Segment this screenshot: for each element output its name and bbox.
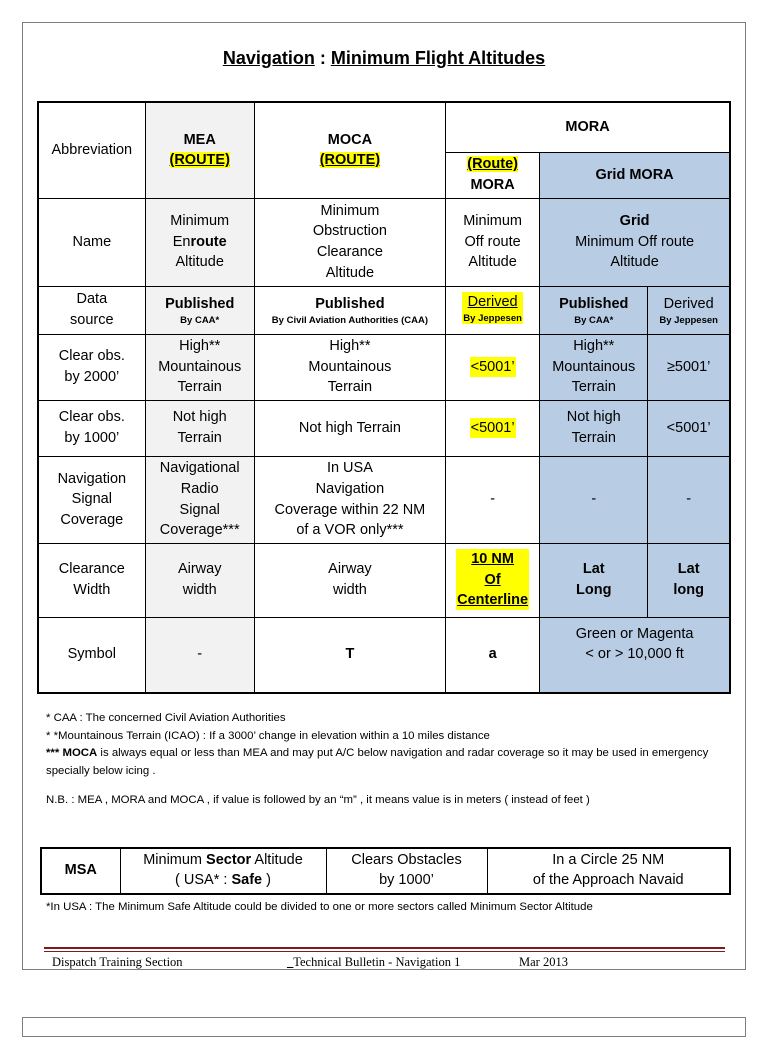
cell-grid-mora-name: Grid Minimum Off route Altitude [540,198,730,286]
msa-clears: Clears Obstacles by 1000’ [326,848,487,894]
header-abbreviation: Abbreviation [38,102,145,198]
row-label-nav-signal: Navigation Signal Coverage [38,456,145,543]
cell-moca-name: Minimum Obstruction Clearance Altitude [254,198,445,286]
cell-grid-a-data-source: Published By CAA* [540,286,648,334]
row-label-name: Name [38,198,145,286]
note-moca: *** MOCA is always equal or less than MEA and may put A/C below navigation and radar coverage so it may be used in emergency specially below icing . [46,747,709,777]
footer-middle: _Technical Bulletin - Navigation 1 [287,955,461,969]
msa-note: *In USA : The Minimum Safe Altitude could be divided to one or more sectors called Minimum Sector Altitude [46,901,593,913]
cell-moca-symbol: T [254,617,445,693]
header-mora: MORA [446,102,730,152]
cell-grid-a-clear-2000: High** Mountainous Terrain [540,334,648,400]
msa-name: Minimum Sector Altitude ( USA* : Safe ) [120,848,326,894]
cell-mea-symbol: - [145,617,254,693]
cell-route-mora-nav-signal: - [446,456,540,543]
cell-grid-b-clearance-width: Lat long [648,543,730,617]
cell-mea-nav-signal: Navigational Radio Signal Coverage*** [145,456,254,543]
note-caa: * CAA : The concerned Civil Aviation Authorities [46,712,286,724]
cell-grid-a-nav-signal: - [540,456,648,543]
row-label-data-source: Data source [38,286,145,334]
cell-route-mora-data-source: Derived By Jeppesen [446,286,540,334]
cell-grid-a-clear-1000: Not high Terrain [540,400,648,456]
cell-mea-name: Minimum Enroute Altitude [145,198,254,286]
note-mountainous: * *Mountainous Terrain (ICAO) : If a 3000’ change in elevation within a 10 miles distance [46,729,490,742]
footer-left: Dispatch Training Section [52,955,183,969]
msa-table [40,847,731,895]
cell-grid-a-clearance-width: Lat Long [540,543,648,617]
cell-route-mora-clearance-width: 10 NM Of Centerline [446,543,540,617]
footer-rule [44,947,725,949]
note-nb: N.B. : MEA , MORA and MOCA , if value is followed by an “m” , it means value is in meters ( instead of feet ) [46,794,590,806]
footnotes [46,710,736,810]
footer-right: Mar 2013 [519,955,568,969]
cell-moca-data-source: Published By Civil Aviation Authorities (CAA) [254,286,445,334]
cell-route-mora-clear-2000: <5001’ [446,334,540,400]
title-navigation: Navigation [222,48,315,68]
header-route-mora: (Route) MORA [446,152,540,198]
title-separator: : [314,48,331,68]
cell-grid-b-clear-2000: ≥5001’ [648,334,730,400]
cell-grid-mora-symbol: Green or Magenta < or > 10,000 ft [540,617,730,693]
cell-mea-clearance-width: Airway width [145,543,254,617]
cell-grid-b-data-source: Derived By Jeppesen [648,286,730,334]
header-mea: MEA (ROUTE) [145,102,254,198]
row-label-clear-1000: Clear obs. by 1000’ [38,400,145,456]
header-grid-mora: Grid MORA [540,152,730,198]
msa-circle: In a Circle 25 NM of the Approach Navaid [487,848,730,894]
cell-route-mora-clear-1000: <5001’ [446,400,540,456]
row-label-symbol: Symbol [38,617,145,693]
cell-route-mora-symbol: a [446,617,540,693]
cell-moca-nav-signal: In USA Navigation Coverage within 22 NM of a VOR only*** [254,456,445,543]
cell-moca-clearance-width: Airway width [254,543,445,617]
cell-moca-clear-1000: Not high Terrain [254,400,445,456]
cell-mea-data-source: Published By CAA* [145,286,254,334]
title-minimum-flight-altitudes: Minimum Flight Altitudes [330,48,546,68]
cell-mea-clear-1000: Not high Terrain [145,400,254,456]
altitudes-table [37,101,731,694]
page-title [0,48,768,69]
row-label-clearance-width: Clearance Width [38,543,145,617]
cell-grid-b-clear-1000: <5001’ [648,400,730,456]
cell-moca-clear-2000: High** Mountainous Terrain [254,334,445,400]
footer-rule-thin [44,951,725,952]
cell-grid-b-nav-signal: - [648,456,730,543]
cell-route-mora-name: Minimum Off route Altitude [446,198,540,286]
next-page-border [22,1017,746,1037]
msa-abbr: MSA [41,848,120,894]
row-label-clear-2000: Clear obs. by 2000’ [38,334,145,400]
header-moca: MOCA (ROUTE) [254,102,445,198]
cell-mea-clear-2000: High** Mountainous Terrain [145,334,254,400]
